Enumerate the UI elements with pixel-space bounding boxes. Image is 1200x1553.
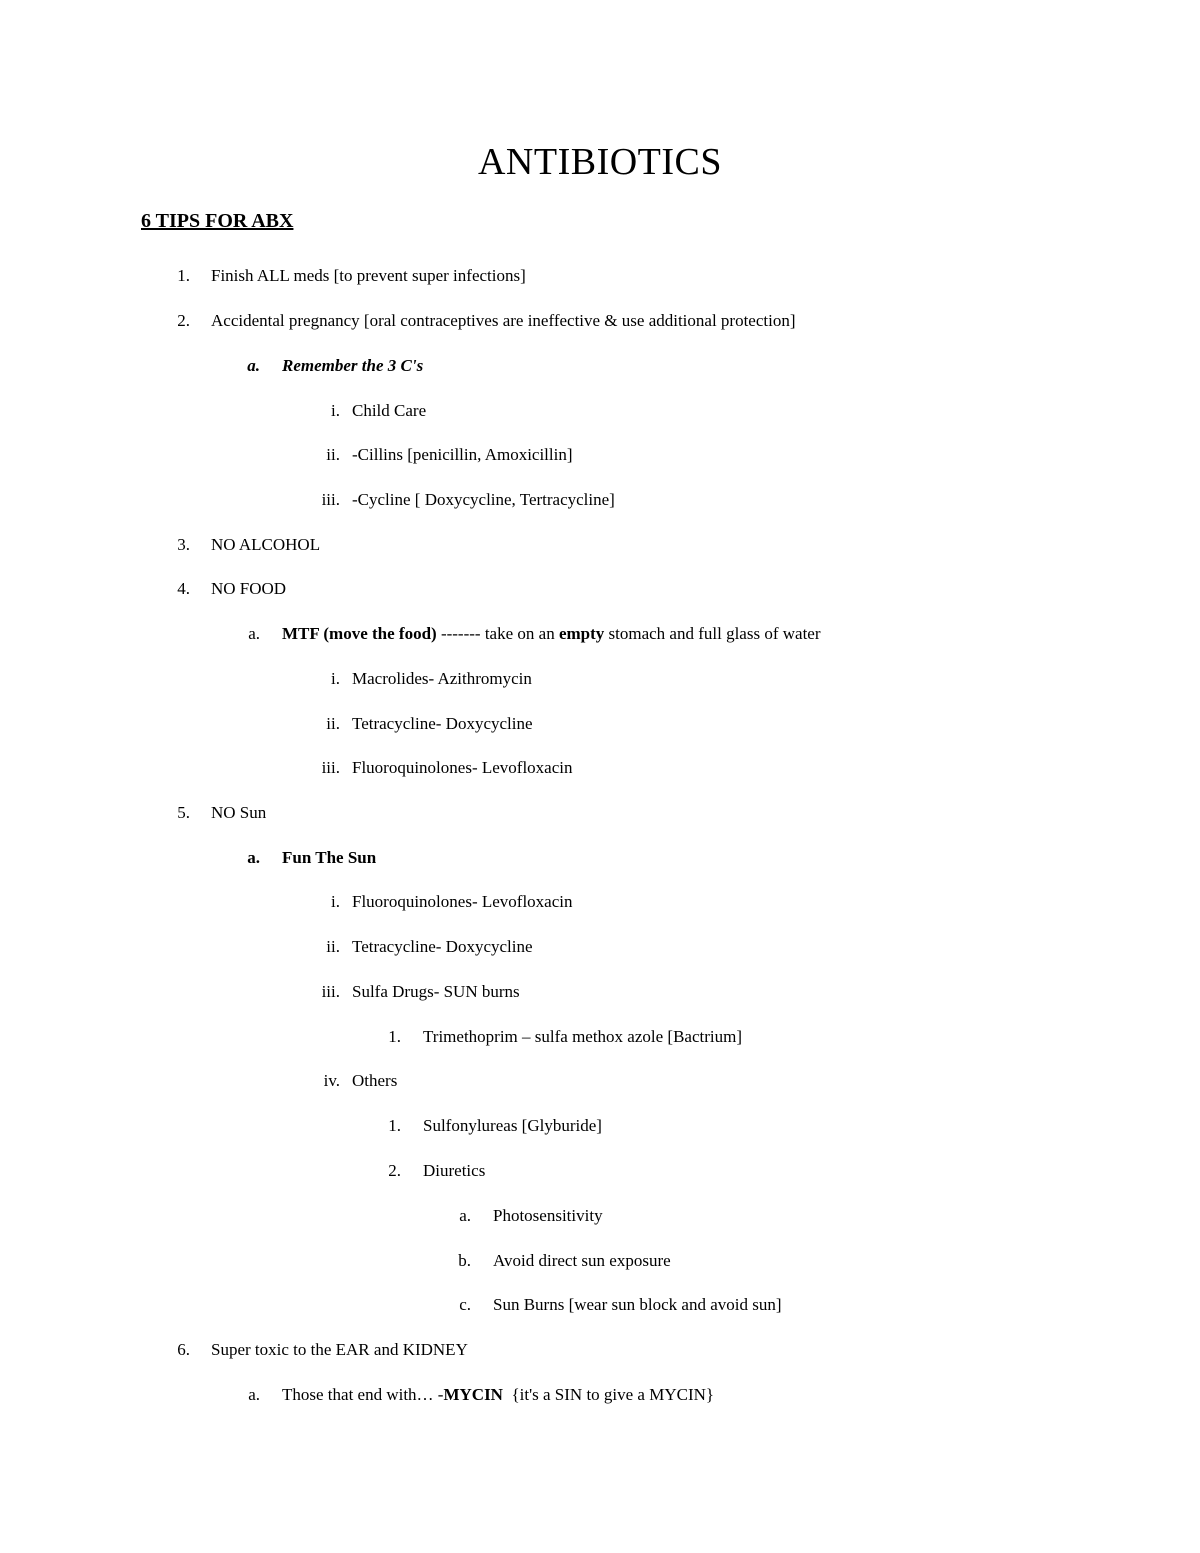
list-roman: iii. (321, 758, 340, 777)
mycin-word: MYCIN (443, 1385, 503, 1404)
list-number: 6. (177, 1340, 190, 1359)
list-text: Sun Burns [wear sun block and avoid sun] (493, 1295, 782, 1314)
list-text: Sulfa Drugs- SUN burns (352, 982, 520, 1001)
list-roman: i. (331, 892, 340, 911)
list-roman: ii. (326, 714, 340, 733)
list-text: NO FOOD (211, 579, 287, 598)
mycin-prefix: Those that end with… - (282, 1385, 444, 1404)
list-roman: i. (331, 401, 340, 420)
list-text: Avoid direct sun exposure (493, 1251, 671, 1270)
list-number: 1. (177, 266, 190, 285)
list-letter: a. (247, 848, 260, 867)
list-text: Remember the 3 C's (282, 356, 424, 375)
list-text: Child Care (352, 401, 427, 420)
list-number: 1. (388, 1116, 401, 1135)
list-letter: a. (247, 356, 260, 375)
list-text: Photosensitivity (493, 1206, 603, 1225)
list-text: Macrolides- Azithromycin (352, 669, 532, 688)
list-text: Fun The Sun (282, 848, 377, 867)
list-roman: ii. (326, 445, 340, 464)
section-heading: 6 TIPS FOR ABX (141, 210, 294, 232)
list-text: Trimethoprim – sulfa methox azole [Bactrium] (423, 1027, 742, 1046)
list-roman: ii. (326, 937, 340, 956)
list-text: Finish ALL meds [to prevent super infections] (211, 266, 526, 285)
list-letter: c. (459, 1295, 471, 1314)
page-title: ANTIBIOTICS (477, 141, 723, 183)
list-text: Accidental pregnancy [oral contraceptives are ineffective & use additional protection] (211, 311, 796, 330)
list-text: Tetracycline- Doxycycline (352, 937, 533, 956)
list-number: 3. (177, 535, 190, 554)
mtf-text: ------- take on an (436, 624, 559, 643)
list-text (282, 1384, 714, 1406)
list-text: Sulfonylureas [Glyburide] (423, 1116, 602, 1135)
list-text: -Cillins [penicillin, Amoxicillin] (352, 445, 573, 464)
list-text: Fluoroquinolones- Levofloxacin (352, 758, 573, 777)
list-number: 5. (177, 803, 190, 822)
list-text: Super toxic to the EAR and KIDNEY (211, 1340, 468, 1359)
empty-word: empty (558, 624, 605, 643)
list-number: 4. (177, 579, 190, 598)
list-text: Fluoroquinolones- Levofloxacin (352, 892, 573, 911)
list-roman: iii. (321, 982, 340, 1001)
list-letter: a. (459, 1206, 471, 1225)
list-number: 2. (177, 311, 190, 330)
list-text: Tetracycline- Doxycycline (352, 714, 533, 733)
list-text (282, 623, 821, 645)
list-text: -Cycline [ Doxycycline, Tertracycline] (352, 490, 615, 509)
list-text: Diuretics (423, 1161, 486, 1180)
list-roman: iii. (321, 490, 340, 509)
list-letter: a. (248, 1385, 260, 1404)
mycin-suffix: {it's a SIN to give a MYCIN} (502, 1385, 715, 1404)
list-number: 1. (388, 1027, 401, 1046)
list-number: 2. (388, 1161, 401, 1180)
list-letter: a. (248, 624, 260, 643)
list-text: Others (352, 1071, 398, 1090)
list-text: NO ALCOHOL (211, 535, 321, 554)
list-text: NO Sun (211, 803, 267, 822)
list-roman: i. (331, 669, 340, 688)
list-roman: iv. (323, 1071, 340, 1090)
mtf-text-end: stomach and full glass of water (604, 624, 821, 643)
list-letter: b. (458, 1251, 471, 1270)
mtf-label: MTF (move the food) (282, 624, 437, 643)
